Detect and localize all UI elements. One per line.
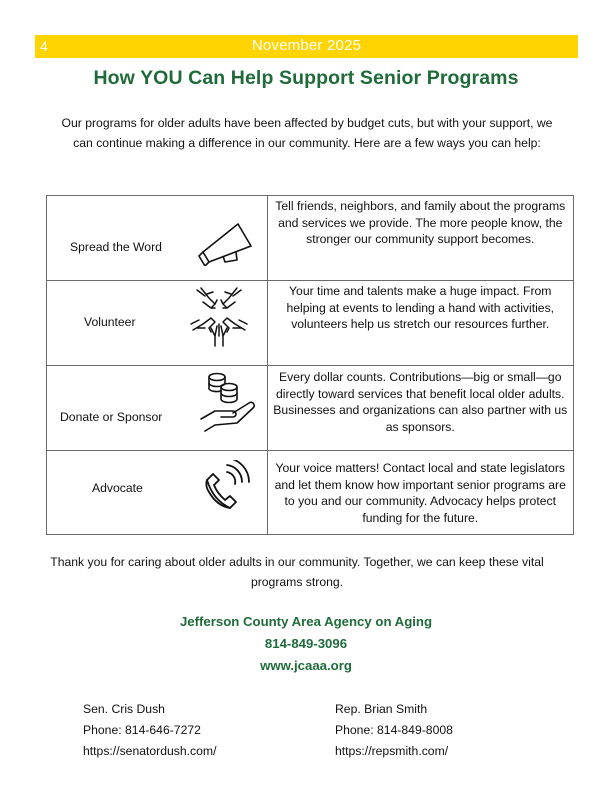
header-bar — [35, 35, 578, 58]
legislator-website-link[interactable]: https://senatordush.com/ — [83, 744, 217, 758]
legislator-phone[interactable]: Phone: 814-646-7272 — [83, 723, 201, 737]
megaphone-icon — [197, 216, 255, 266]
table-row — [47, 451, 574, 535]
way-cell — [47, 366, 268, 451]
representative-contact — [335, 699, 453, 762]
senator-contact — [83, 699, 216, 762]
legislator-name: Rep. Brian Smith — [335, 702, 428, 716]
closing-paragraph: Thank you for caring about older adults in our community. Together, we can keep these vital programs strong. — [50, 555, 544, 589]
phone-ringing-icon — [201, 460, 253, 514]
agency-contact — [0, 611, 612, 677]
way-description: Your voice matters! Contact local and state legislators and let them know how important senior programs are to you and our community. Advocacy helps protect funding for the future. — [267, 451, 574, 535]
table-row — [47, 366, 574, 451]
table-row — [47, 281, 574, 366]
agency-website-link[interactable]: www.jcaaa.org — [260, 658, 352, 673]
way-label: Donate or Sponsor — [60, 410, 163, 424]
way-cell — [47, 451, 268, 535]
agency-name: Jefferson County Area Agency on Aging — [179, 614, 433, 629]
hand-coins-icon — [197, 371, 259, 433]
way-label: Advocate — [92, 481, 143, 495]
legislator-website-link[interactable]: https://repsmith.com/ — [335, 744, 449, 758]
table-row — [47, 196, 574, 281]
hands-circle-icon — [189, 286, 249, 348]
intro-paragraph: Our programs for older adults have been affected by budget cuts, but with your support, we can continue making a difference in our community. Here are a few ways you can help: — [61, 116, 553, 150]
way-description: Your time and talents make a huge impact. From helping at events to lending a hand with activities, volunteers help us stretch our resources further. — [267, 281, 574, 366]
issue-date: November 2025 — [251, 37, 362, 54]
agency-phone[interactable]: 814-849-3096 — [264, 636, 348, 651]
legislator-name: Sen. Cris Dush — [83, 702, 165, 716]
legislator-phone[interactable]: Phone: 814-849-8008 — [335, 723, 453, 737]
way-cell — [47, 196, 268, 281]
way-label: Spread the Word — [70, 240, 162, 254]
page-number: 4 — [40, 38, 48, 54]
way-description: Every dollar counts. Contributions—big or small—go directly toward services that benefit local older adults. Businesses and organizations can also partner with us as sponsors. — [267, 366, 574, 451]
ways-to-help-table — [46, 195, 574, 535]
way-cell — [47, 281, 268, 366]
way-label: Volunteer — [84, 315, 136, 329]
way-description: Tell friends, neighbors, and family about the programs and services we provide. The more people know, the stronger our community support becomes. — [267, 196, 574, 281]
page-title: How YOU Can Help Support Senior Programs — [93, 67, 519, 89]
